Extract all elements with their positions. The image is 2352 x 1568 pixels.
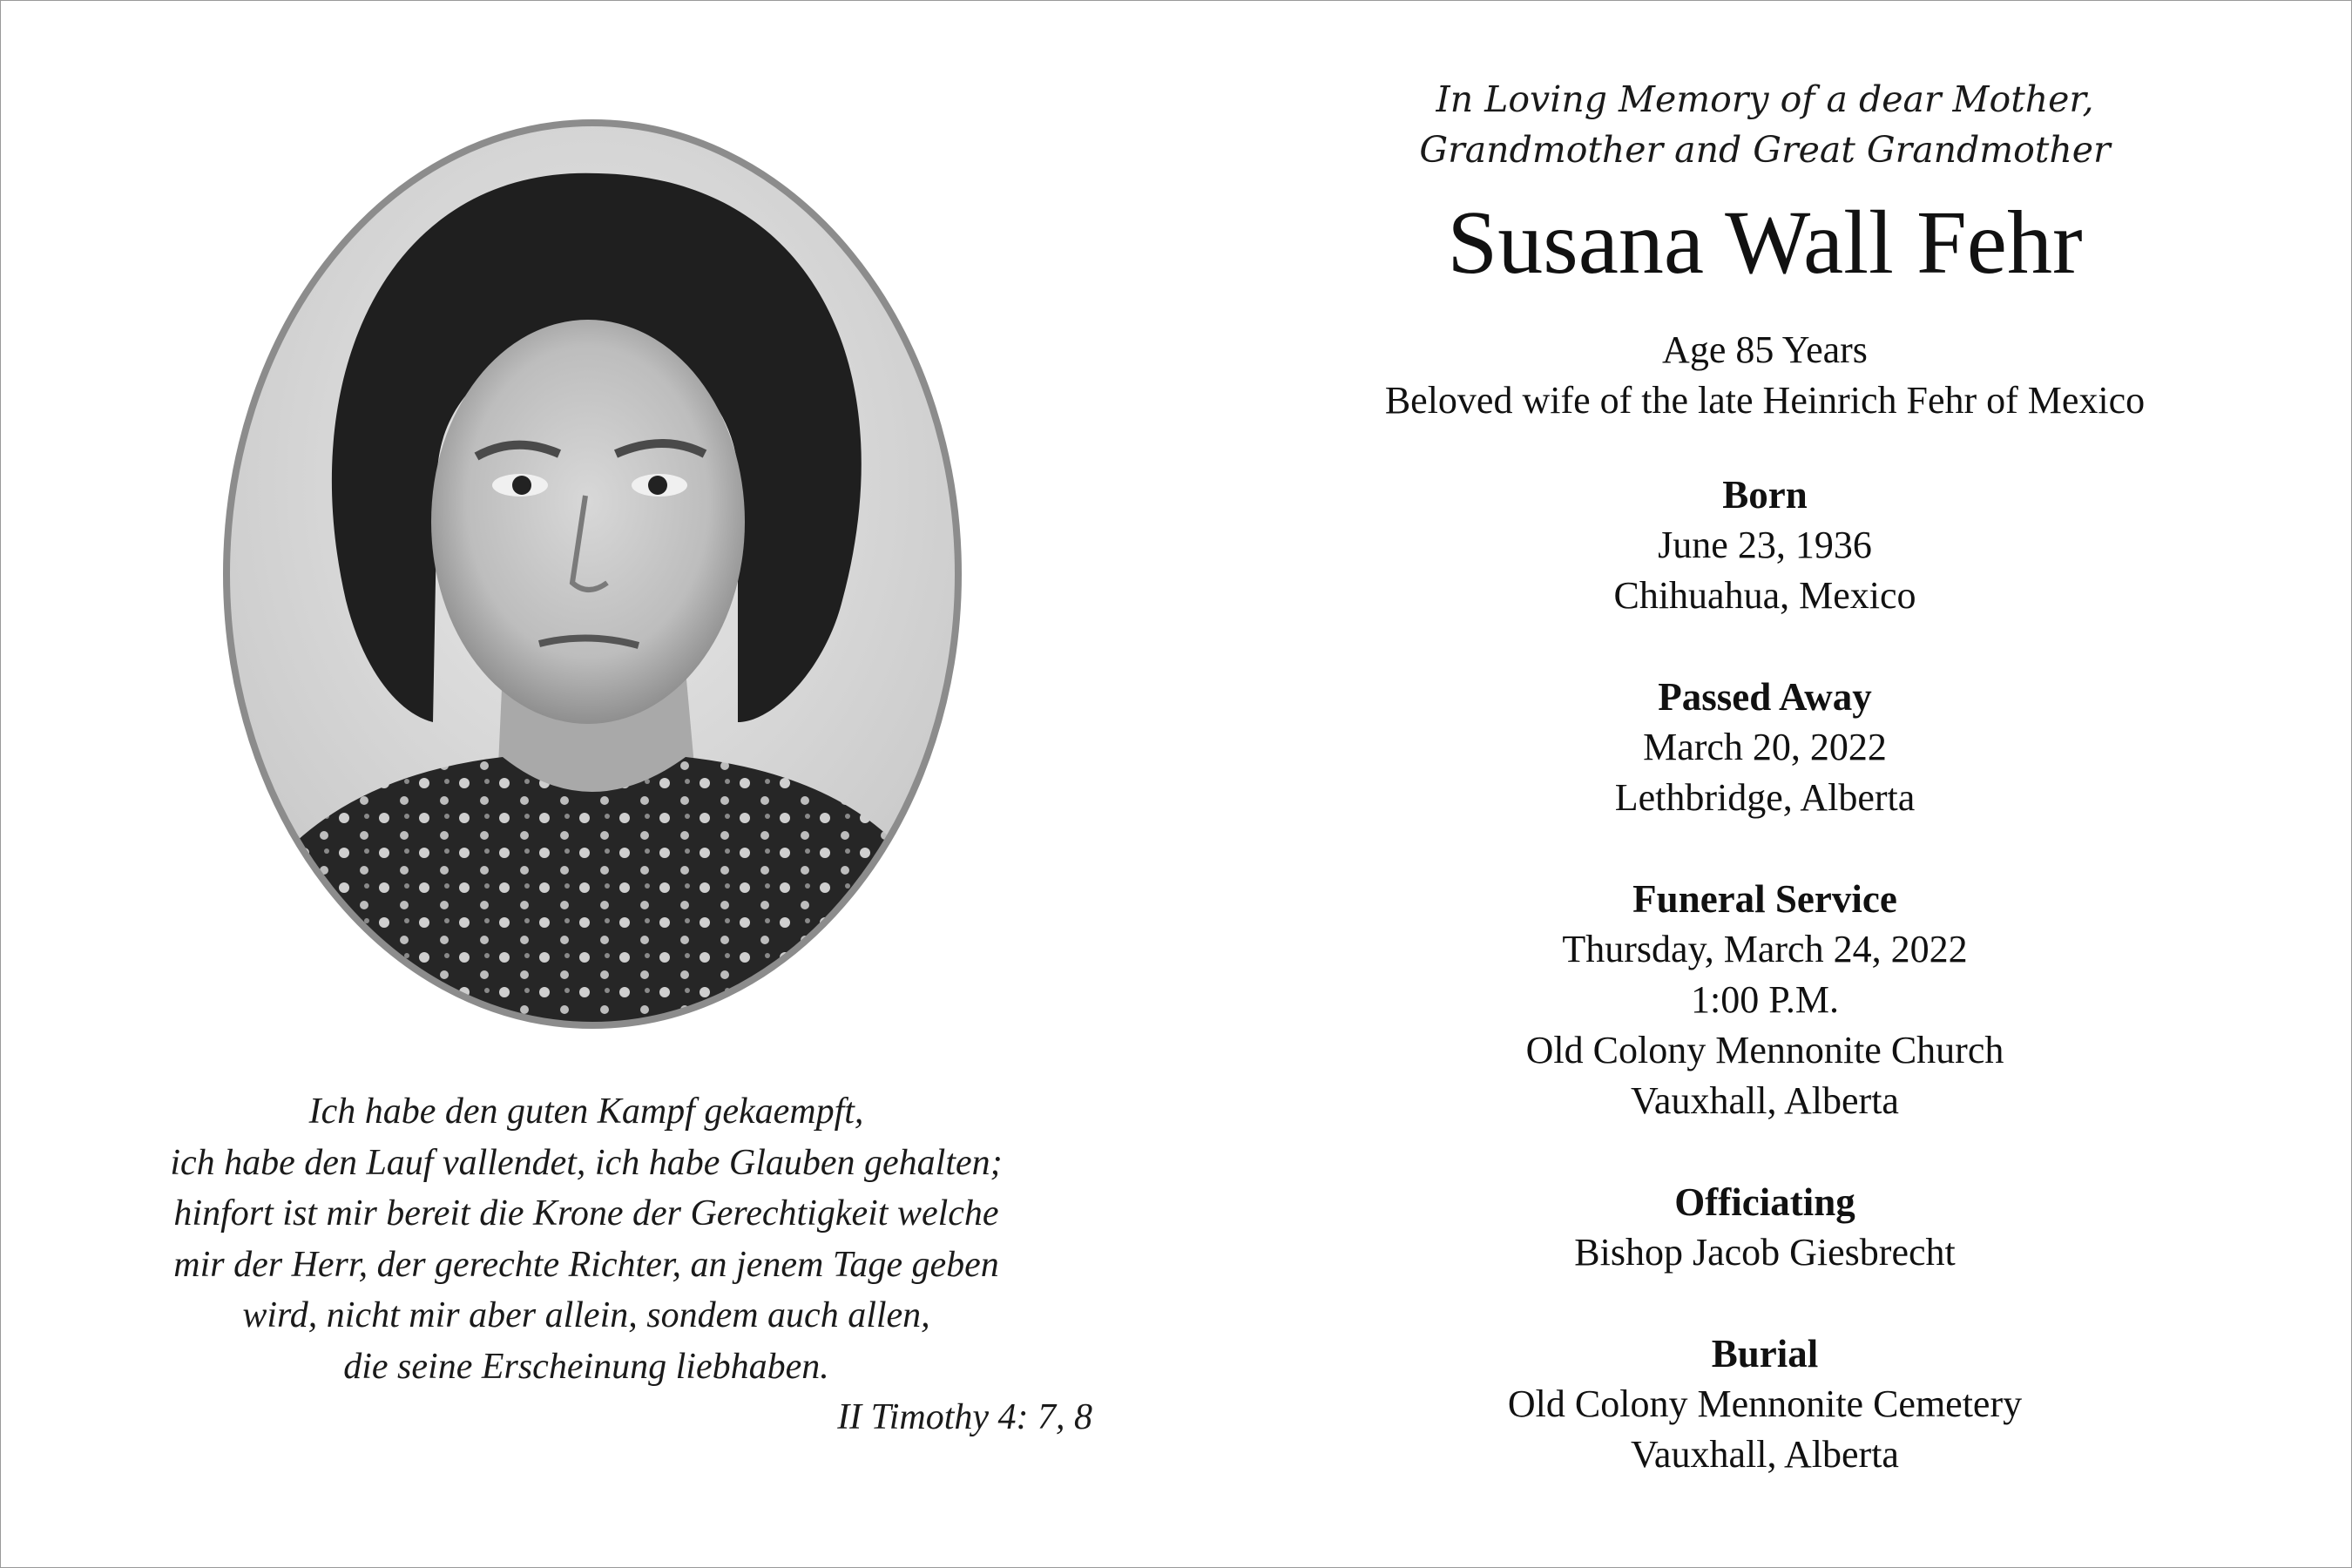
memory-line: In Loving Memory of a dear Mother,	[1436, 78, 2094, 120]
scripture-verse	[79, 1086, 1093, 1443]
memory-heading	[1264, 74, 2266, 175]
verse-line: hinfort ist mir bereit die Krone der Gerechtigkeit welche	[173, 1193, 999, 1233]
passed-away-section	[1264, 672, 2266, 823]
funeral-venue: Old Colony Mennonite Church	[1525, 1029, 2004, 1071]
section-heading: Passed Away	[1658, 675, 1872, 719]
section-heading: Funeral Service	[1632, 877, 1897, 921]
section-heading: Born	[1722, 473, 1808, 517]
passed-date: March 20, 2022	[1643, 726, 1887, 768]
portrait-photo-icon	[215, 112, 970, 1036]
born-section	[1264, 470, 2266, 621]
section-heading: Officiating	[1674, 1180, 1855, 1224]
section-heading: Burial	[1711, 1332, 1819, 1375]
officiating-section	[1264, 1177, 2266, 1278]
verse-line: die seine Erscheinung liebhaben.	[343, 1346, 829, 1387]
spouse-text: Beloved wife of the late Heinrich Fehr of Mexico	[1384, 379, 2146, 422]
age-and-spouse	[1264, 325, 2266, 426]
deceased-name: Susana Wall Fehr	[1447, 193, 2083, 293]
burial-section	[1264, 1328, 2266, 1480]
age-text: Age 85 Years	[1662, 328, 1868, 371]
burial-cemetery: Old Colony Mennonite Cemetery	[1507, 1382, 2023, 1425]
funeral-town: Vauxhall, Alberta	[1631, 1079, 1899, 1122]
born-place: Chihuahua, Mexico	[1613, 574, 1916, 617]
funeral-service-section	[1264, 874, 2266, 1126]
obituary-info	[1264, 74, 2266, 1480]
born-date: June 23, 1936	[1658, 524, 1872, 566]
funeral-date: Thursday, March 24, 2022	[1562, 928, 1968, 970]
verse-reference: II Timothy 4: 7, 8	[837, 1397, 1092, 1437]
passed-place: Lethbridge, Alberta	[1614, 776, 1916, 819]
verse-line: Ich habe den guten Kampf gekaempft,	[308, 1092, 864, 1132]
funeral-time: 1:00 P.M.	[1691, 978, 1839, 1021]
officiant-name: Bishop Jacob Giesbrecht	[1574, 1231, 1956, 1274]
verse-line: mir der Herr, der gerechte Richter, an jenem Tage geben	[173, 1244, 999, 1285]
memory-line: Grandmother and Great Grandmother	[1419, 129, 2111, 171]
burial-town: Vauxhall, Alberta	[1631, 1433, 1899, 1476]
verse-line: ich habe den Lauf vallendet, ich habe Glauben gehalten;	[170, 1142, 1003, 1183]
verse-line: wird, nicht mir aber allein, sondem auch allen,	[242, 1295, 930, 1335]
portrait-photo	[215, 112, 970, 1036]
